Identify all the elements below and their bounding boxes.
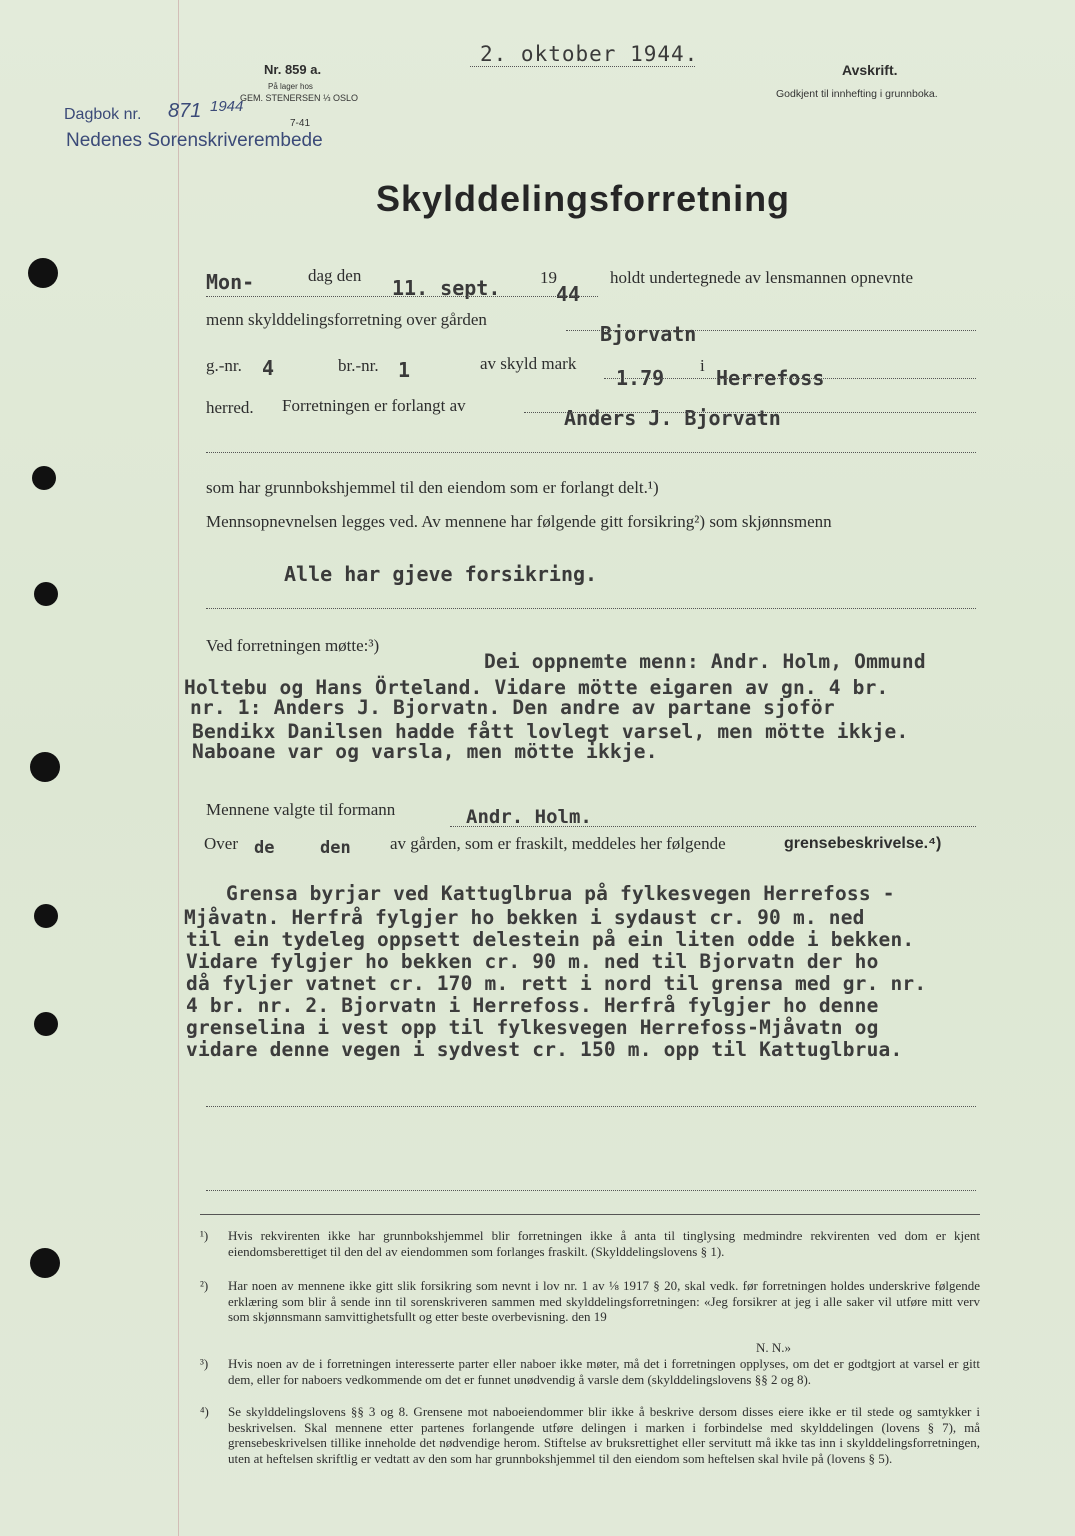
- date-field: 11. sept.: [392, 276, 501, 300]
- footnote-2: [200, 1278, 980, 1342]
- boundary-line-6: 4 br. nr. 2. Bjorvatn i Herrefoss. Herfrå fylgjer ho denne: [186, 994, 879, 1017]
- footnote-3-text: Hvis noen av de i forretningen interesserte parter eller naboer ikke møter, må det i forretningen opplyses, om det er godtgjort at varsel er gitt dem, eller for naboers vedkommende om det er funnet unødvendig å varsle dem (skylddelingslovens §§ 2 og 8).: [228, 1356, 980, 1387]
- punch-hole-6: [34, 1012, 58, 1036]
- footnote-1-num: ¹): [200, 1228, 209, 1243]
- blank-dots-1: [206, 1106, 976, 1107]
- chair-dots: [450, 826, 976, 827]
- line1-dots: [206, 296, 598, 297]
- date-typed: 2. oktober 1944.: [480, 42, 699, 66]
- line2-text: menn skylddelingsforretning over gården: [206, 310, 487, 329]
- dagbok-year: 1944: [210, 98, 244, 115]
- footnote-rule: [200, 1214, 980, 1215]
- office-stamp: Nedenes Sorenskriverembede: [66, 130, 323, 151]
- skyld-label: av skyld mark: [480, 354, 577, 373]
- footnote-4-text: Se skylddelingslovens §§ 3 og 8. Grensene mot naboeiendommer blir ikke å beskrive dersom disses eiere ikke er til stede og samtykker i beskrivelsen. Skal mennene etter partenes forlangende utføre delingen i marken i forbindelse med skylddelingen (lovens § 7), må grensebeskrivelsen tillike inneholde det nødvendige herom. Stiftelse av bruksrettighet eller servitutt må ikke tas inn i skylddelingsforretningen, uten at heftelsen skriftlig er vedtatt av den som har grunnbokshjemmel til den eiendom som heftelsen skal hvile på (lovens § 5).: [228, 1404, 980, 1466]
- printer-name: GEM. STENERSEN ⅓ OSLO: [240, 93, 359, 103]
- copy-label: Avskrift.: [842, 62, 898, 78]
- footnote-2-text: Har noen av mennene ikke gitt slik forsikring som nevnt i lov nr. 1 av ⅛ 1917 § 20, skal vedk. før forretningen holdes underskrive følgende erklæring som blir å sende inn til sorenskriveren sammen med skylddelingsforretningen: «Jeg forsikrer at jeg i alle saker vil utføre mitt verv som skjønnsmann samvittighetsfullt og etter beste overbevisning. den 19: [228, 1278, 980, 1325]
- footnote-1: [200, 1228, 980, 1276]
- year-suffix: 44: [556, 282, 581, 306]
- i-label: i: [700, 356, 705, 375]
- over-text: av gården, som er fraskilt, meddeles her følgende: [390, 834, 726, 853]
- grunnbok-text: som har grunnbokshjemmel til den eiendom som er forlangt delt.¹): [206, 478, 659, 497]
- bnr-label: br.-nr.: [338, 356, 379, 375]
- form-date: 7-41: [290, 118, 311, 129]
- blank-dots-2: [206, 1190, 976, 1191]
- gnr-value: 4: [262, 356, 275, 380]
- over-de: de: [254, 838, 275, 858]
- footnote-4-num: ⁴): [200, 1404, 209, 1419]
- line3-dots: [604, 378, 976, 379]
- insurance-dots: [206, 608, 976, 609]
- insurance-text: Alle har gjeve forsikring.: [284, 562, 598, 586]
- requested-by: Anders J. Bjorvatn: [564, 406, 781, 430]
- dagbok-label: Dagbok nr.: [64, 106, 142, 123]
- chair-label: Mennene valgte til formann: [206, 800, 396, 819]
- farm-name: Bjorvatn: [600, 322, 697, 346]
- punch-hole-5: [34, 904, 58, 928]
- requested-text: Forretningen er forlangt av: [282, 396, 466, 415]
- punch-hole-2: [32, 466, 56, 490]
- boundary-label: grensebeskrivelse.⁴): [784, 835, 942, 852]
- boundary-line-4: Vidare fylgjer ho bekken cr. 90 m. ned til Bjorvatn der ho: [186, 950, 879, 973]
- printer-small: På lager hos: [268, 82, 313, 91]
- punch-hole-3: [34, 582, 58, 606]
- attended-line-3: nr. 1: Anders J. Bjorvatn. Den andre av partane sjoför: [190, 696, 835, 719]
- boundary-line-5: då fyljer vatnet cr. 170 m. rett i nord til grensa med gr. nr.: [186, 972, 927, 995]
- approved-text: Godkjent til innhefting i grunnboka.: [776, 88, 938, 100]
- punch-hole-7: [30, 1248, 60, 1278]
- footnote-3-num: ³): [200, 1356, 209, 1371]
- bnr-value: 1: [398, 358, 411, 382]
- line4-dots: [524, 412, 976, 413]
- footnote-1-text: Hvis rekvirenten ikke har grunnbokshjemmel blir forretningen ikke å anta til tinglysing medmindre rekvirenten ved dom er kjent eiendomsberettiget til den del av eiendommen som forlanges fraskilt. (Skylddelingslovens § 1).: [228, 1228, 980, 1259]
- line1-text: holdt undertegnede av lensmannen opnevnte: [610, 268, 914, 287]
- date-underline: [470, 66, 695, 67]
- margin-line: [178, 0, 179, 1536]
- over-den: den: [320, 838, 351, 858]
- skyld-value: 1.79: [616, 366, 665, 390]
- gnr-label: g.-nr.: [206, 356, 242, 375]
- boundary-line-1: Grensa byrjar ved Kattuglbrua på fylkesvegen Herrefoss -: [226, 882, 895, 905]
- form-number: Nr. 859 a.: [264, 62, 322, 77]
- attended-line-1: Dei oppnemte menn: Andr. Holm, Ommund: [484, 650, 926, 673]
- attended-line-4: Bendikx Danilsen hadde fått lovlegt varsel, men mötte ikkje.: [192, 720, 909, 743]
- boundary-line-8: vidare denne vegen i sydvest cr. 150 m. opp til Kattuglbrua.: [186, 1038, 903, 1061]
- punch-hole-1: [28, 258, 58, 288]
- line2-dots: [566, 330, 976, 331]
- over-label: Over: [204, 834, 238, 853]
- footnote-2-num: ²): [200, 1278, 209, 1293]
- footnote-4: [200, 1404, 980, 1484]
- boundary-line-2: Mjåvatn. Herfrå fylgjer ho bekken i sydaust cr. 90 m. ned: [184, 906, 865, 929]
- chair-name: Andr. Holm.: [466, 806, 592, 828]
- mennsop-text: Mennsopnevnelsen legges ved. Av mennene har følgende gitt forsikring²) som skjønnsmenn: [206, 512, 832, 531]
- attended-line-5: Naboane var og varsla, men mötte ikkje.: [192, 740, 658, 763]
- year-prefix: 19: [540, 268, 557, 287]
- boundary-line-3: til ein tydeleg oppsett delestein på ein liten odde i bekken.: [186, 928, 915, 951]
- footnote-3: [200, 1356, 980, 1404]
- boundary-line-7: grenselina i vest opp til fylkesvegen Herrefoss-Mjåvatn og: [186, 1016, 879, 1039]
- herred-name: Herrefoss: [716, 366, 825, 390]
- line5-dots: [206, 452, 976, 453]
- weekday: Mon-: [206, 270, 255, 294]
- document-title: Skylddelingsforretning: [376, 178, 791, 219]
- dagbok-number: 871: [168, 100, 202, 122]
- punch-hole-4: [30, 752, 60, 782]
- attended-label: Ved forretningen møtte:³): [206, 636, 380, 655]
- dag-den-label: dag den: [308, 266, 362, 285]
- herred-label: herred.: [206, 398, 254, 417]
- attended-line-2: Holtebu og Hans Örteland. Vidare mötte eigaren av gn. 4 br.: [184, 676, 889, 699]
- footnote-nn: N. N.»: [756, 1340, 792, 1355]
